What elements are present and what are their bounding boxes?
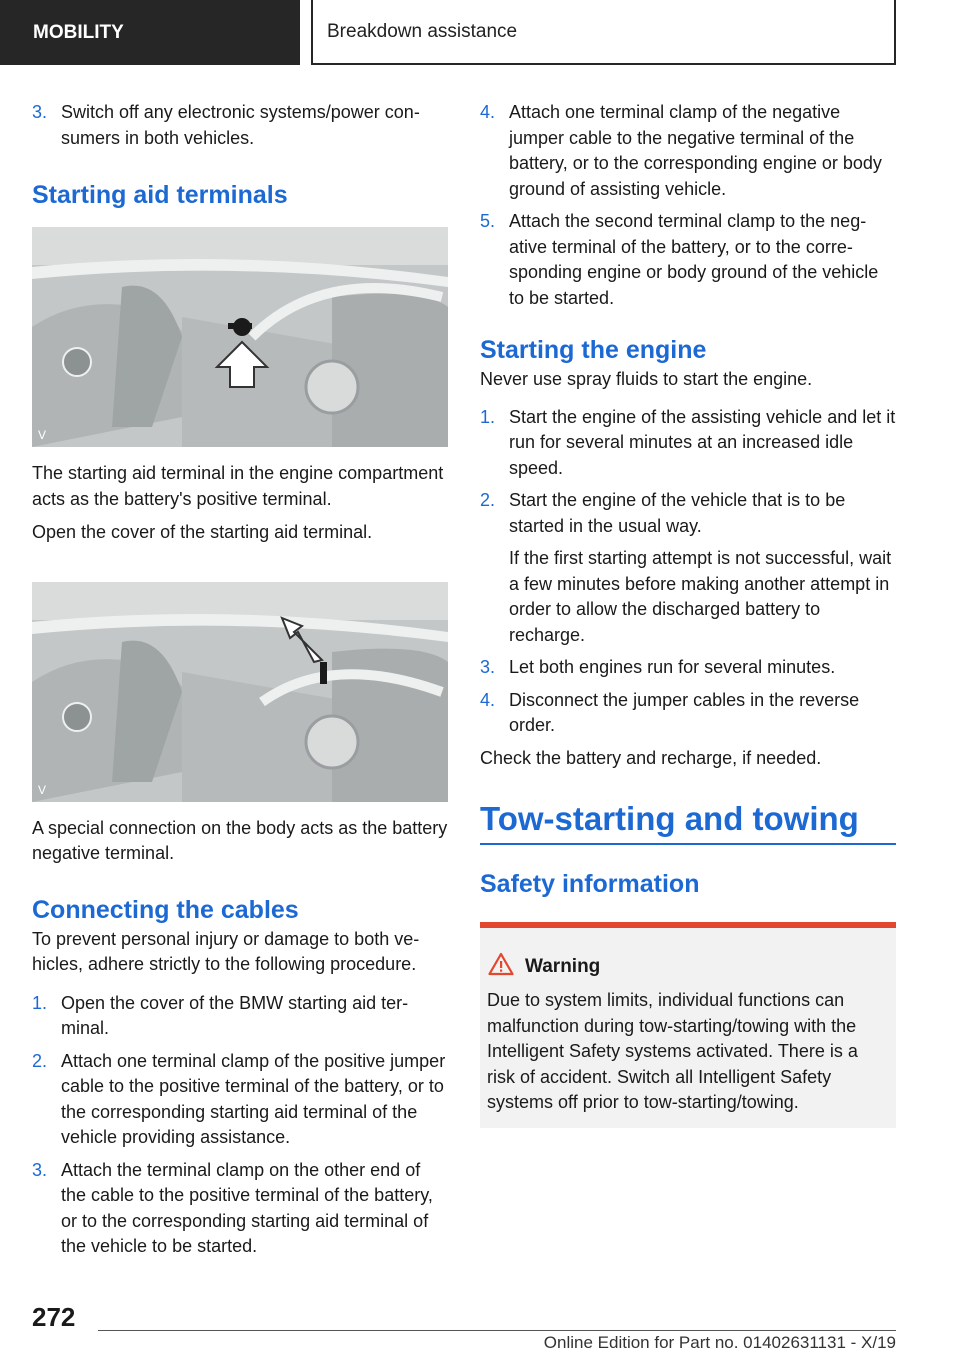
list-text: Attach the terminal clamp on the other end of the cable to the positive terminal of the battery, or to the corresponding starting aid terminal of the vehicle to be started. [61,1159,433,1256]
list-number: 2. [32,1050,48,1071]
body-paragraph: Check the battery and recharge, if needed. [480,747,822,768]
list-number: 2. [480,490,496,510]
list-item [480,209,896,311]
engine-bay-illustration-2 [32,582,448,802]
list-text: Start the engine of the assisting vehicle and let it run for several minutes at an increased idle speed. [509,406,896,478]
body-paragraph: To prevent personal injury or damage to both vehicles, adhere strictly to the following procedure. [32,928,420,974]
warning-triangle-icon [488,952,514,976]
list-item [32,1049,448,1151]
engine-bay-illustration-1 [32,227,448,447]
section-heading-terminals: Starting aid terminals [32,181,288,209]
figure-caption: Open the cover of the starting aid terminal. [32,522,373,542]
footer-edition: Online Edition for Part no. 01402631131 - X/19 [543,1333,896,1352]
engine-figure-positive [32,227,448,447]
list-item [480,688,896,739]
heading-rule [480,843,896,845]
list-text: Start the engine of the vehicle that is to be started in the usual way. [509,490,846,536]
list-number: 5. [480,211,496,231]
chapter-label: Breakdown assistance [327,20,518,42]
section-tab [0,0,300,65]
svg-text:V: V [38,428,47,442]
warning-text: Due to system limits, individual functions can malfunction during tow-starting/towing with the Intelligent Safety systems activated. There is a risk of accident. Switch all Intelligent Safety systems off prior to tow-starting/towing. [487,990,858,1112]
list-item [32,1158,448,1260]
figure-caption: A special connection on the body acts as the battery negative terminal. [32,817,448,863]
list-number: 4. [480,102,496,122]
list-text: Attach the second terminal clamp to the negative terminal of the battery, or to the corresponding engine or body ground of the vehicle to be started. [509,211,879,308]
list-item [32,991,448,1042]
list-note: If the first starting attempt is not successful, wait a few minutes before making another attempt in order to allow the discharged battery to recharge. [509,548,892,645]
footer-rule [98,1330,896,1331]
list-number: 3. [480,657,496,677]
list-text: Attach one terminal clamp of the positive jumper cable to the positive terminal of the battery, or to the corresponding starting aid terminal of the vehicle providing assistance. [61,1050,446,1147]
figure-caption: The starting aid terminal in the engine compartment acts as the battery's positive terminal. [32,463,444,509]
list-item [480,100,896,202]
list-text: Let both engines run for several minutes. [509,657,836,677]
list-number: 1. [32,992,48,1013]
svg-text:V: V [38,782,47,797]
page-number: 272 [32,1302,76,1332]
list-text: Switch off any electronic systems/power consumers in both vehicles. [61,102,420,148]
section-label: MOBILITY [33,21,124,43]
list-number: 3. [32,1159,48,1180]
chapter-heading-tow: Tow-starting and towing [480,800,859,837]
list-item [480,488,896,648]
right-column [480,100,896,899]
warning-box [480,922,896,1128]
list-text: Attach one terminal clamp of the negative jumper cable to the negative terminal of the battery, or to the corresponding engine or body ground of assisting vehicle. [509,102,882,199]
warning-title: Warning [525,956,601,977]
list-text: Disconnect the jumper cables in the reverse order. [509,689,860,735]
list-number: 3. [32,102,48,122]
chapter-tab [311,0,896,65]
section-heading-cables: Connecting the cables [32,895,299,924]
list-item [480,655,896,681]
left-column [32,100,448,1260]
list-number: 4. [480,689,496,710]
body-paragraph: Never use spray fluids to start the engine. [480,369,813,389]
engine-figure-negative [32,582,448,802]
list-item [480,405,896,482]
negative-terminal-icon [320,662,327,684]
section-heading-engine: Starting the engine [480,336,707,364]
list-item [32,100,448,151]
section-heading-safety: Safety information [480,870,700,898]
list-text: Open the cover of the BMW starting aid terminal. [61,992,409,1038]
list-number: 1. [480,406,496,427]
